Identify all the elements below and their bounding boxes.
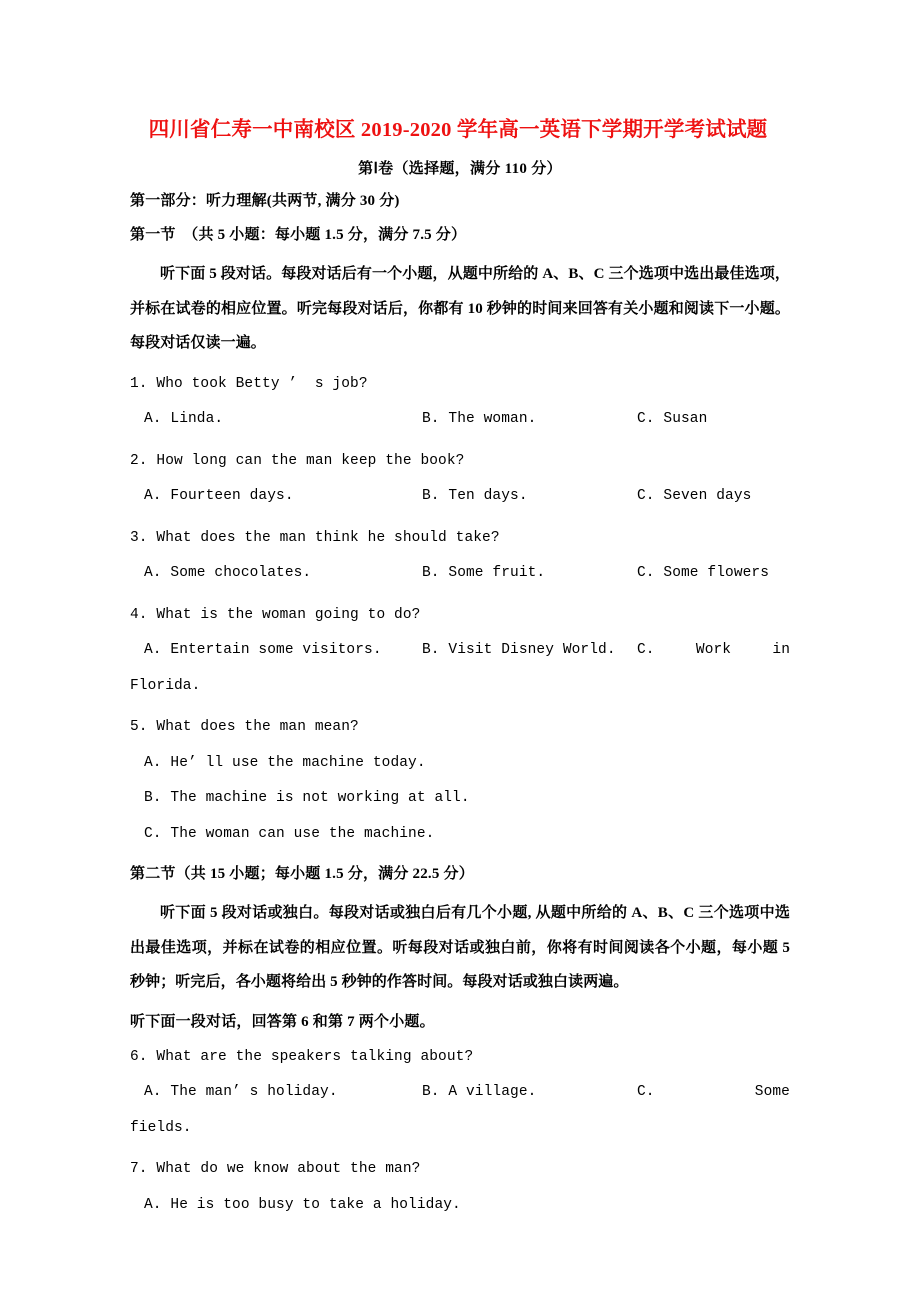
- option-a[interactable]: A. He’ ll use the machine today.: [144, 754, 426, 771]
- question-item: [130, 1040, 790, 1147]
- option-c[interactable]: [637, 1075, 790, 1111]
- question-options: [130, 556, 790, 592]
- question-options: [130, 1075, 790, 1111]
- part-one-heading: 第一部分：听力理解(共两节, 满分 30 分): [130, 193, 400, 210]
- option-a[interactable]: A. Fourteen days.: [144, 488, 294, 505]
- question-stem: 6. What are the speakers talking about?: [130, 1048, 474, 1065]
- option-c-word-1: Work: [695, 642, 732, 659]
- option-c-word-1: Some: [754, 1084, 790, 1101]
- option-c-continuation: fields.: [130, 1119, 192, 1136]
- question-item: [130, 521, 790, 592]
- question-stem: 4. What is the woman going to do?: [130, 606, 421, 623]
- option-c-label: C.: [637, 642, 655, 659]
- option-b[interactable]: B. The machine is not working at all.: [144, 790, 470, 807]
- section-two-instructions: 听下面 5 段对话或独白。每段对话或独白后有几个小题, 从题中所给的 A、B、C 三个选项中选出最佳选项，并标在试卷的相应位置。听每段对话或独白前，你将有时间阅读各个小题，每小题 5 秒钟；听完后，各小题将给出 5 秒钟的作答时间。每段对话或独白读两遍。: [130, 905, 790, 991]
- question-stem: 5. What does the man mean?: [130, 719, 359, 736]
- question-item: [130, 1152, 790, 1223]
- question-options: [130, 633, 790, 669]
- question-item: [130, 367, 790, 438]
- option-c[interactable]: [637, 633, 790, 669]
- question-item: [130, 444, 790, 515]
- option-c-label: C.: [637, 1084, 655, 1101]
- option-a[interactable]: A. He is too busy to take a holiday.: [144, 1196, 461, 1213]
- option-b[interactable]: B. Ten days.: [422, 488, 528, 505]
- section-one-instructions: 听下面 5 段对话。每段对话后有一个小题，从题中所给的 A、B、C 三个选项中选出最佳选项，并标在试卷的相应位置。听完每段对话后，你都有 10 秒钟的时间来回答有关小题和阅读下一小题。每段对话仅读一遍。: [130, 266, 790, 352]
- option-c-word-2: in: [772, 642, 790, 659]
- question-item: [130, 598, 790, 705]
- section-two-heading: 第二节（共 15 小题；每小题 1.5 分，满分 22.5 分）: [130, 866, 474, 883]
- page-title: 四川省仁寿一中南校区 2019-2020 学年高一英语下学期开学考试试题: [148, 119, 768, 141]
- option-a[interactable]: A. Entertain some visitors.: [144, 642, 382, 659]
- option-c[interactable]: C. Some flowers: [637, 565, 770, 582]
- option-b[interactable]: B. A village.: [422, 1084, 537, 1101]
- option-b[interactable]: B. Some fruit.: [422, 565, 546, 582]
- option-b[interactable]: B. Visit Disney World.: [422, 642, 616, 659]
- option-a[interactable]: A. Linda.: [144, 411, 224, 428]
- question-stem: 3. What does the man think he should take?: [130, 529, 500, 546]
- dialogue-note: 听下面一段对话，回答第 6 和第 7 两个小题。: [130, 1013, 435, 1030]
- option-a[interactable]: A. The man’ s holiday.: [144, 1084, 338, 1101]
- question-options: [130, 479, 790, 515]
- option-a[interactable]: A. Some chocolates.: [144, 565, 312, 582]
- option-c[interactable]: C. The woman can use the machine.: [144, 825, 435, 842]
- question-stem: 1. Who took Betty ’ s job?: [130, 375, 368, 392]
- question-stem: 7. What do we know about the man?: [130, 1161, 421, 1178]
- question-options: [130, 402, 790, 438]
- option-b[interactable]: B. The woman.: [422, 411, 537, 428]
- question-item: [130, 710, 790, 852]
- question-stem: 2. How long can the man keep the book?: [130, 452, 465, 469]
- option-c[interactable]: C. Susan: [637, 411, 708, 428]
- option-c[interactable]: C. Seven days: [637, 488, 752, 505]
- section-one-heading: 第一节 （共 5 小题：每小题 1.5 分，满分 7.5 分）: [130, 227, 467, 244]
- paper-section-header: 第Ⅰ卷（选择题，满分 110 分）: [358, 160, 562, 177]
- option-c-continuation: Florida.: [130, 677, 201, 694]
